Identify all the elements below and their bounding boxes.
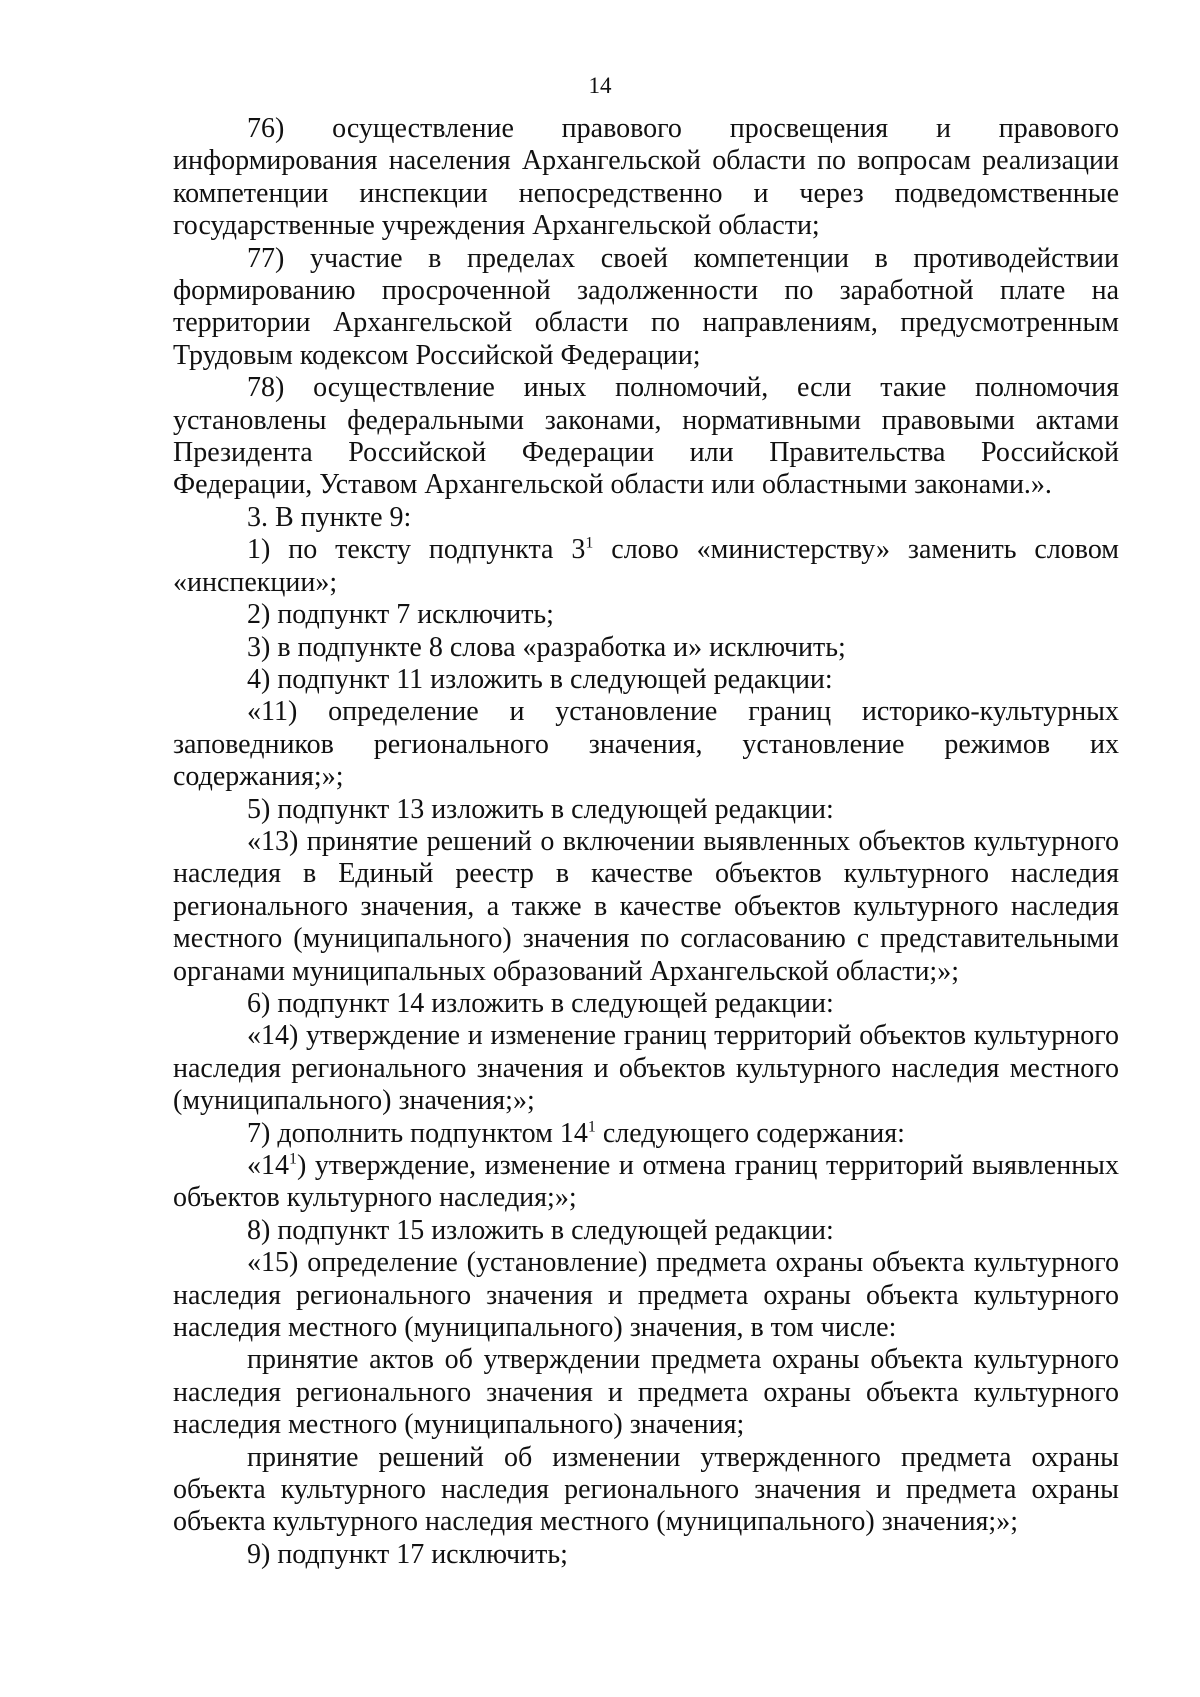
- page-number: 14: [588, 73, 612, 98]
- paragraph-quote-14: «14) утверждение и изменение границ территорий объектов культурного наследия регионального значения и объектов культурного наследия местного (муниципального) значения;»;: [173, 1020, 1126, 1117]
- paragraph-subitem-2: 2) подпункт 7 исключить;: [247, 599, 554, 631]
- paragraph-item-78: 78) осуществление иных полномочий, если такие полномочия установлены федеральными законами, нормативными правовыми актами Президента Российской Федерации или Правительства Российской Федерации, Уставом Архангельской области или областными законами.».: [173, 372, 1126, 501]
- paragraph-quote-15: «15) определение (установление) предмета охраны объекта культурного наследия регионального значения и предмета охраны объекта культурного наследия местного (муниципального) значения, в том числе:: [173, 1247, 1126, 1344]
- subitem-1-superscript: 1: [585, 534, 594, 552]
- paragraph-quote-15-acts: принятие актов об утверждении предмета охраны объекта культурного наследия регионального значения и предмета охраны объекта культурного наследия местного (муниципального) значения;: [173, 1344, 1126, 1441]
- paragraph-subitem-7: [173, 1118, 1119, 1150]
- paragraph-subitem-4: 4) подпункт 11 изложить в следующей редакции:: [247, 663, 833, 695]
- paragraph-quote-15-decisions: принятие решений об изменении утвержденного предмета охраны объекта культурного наследия регионального значения и предмета охраны объекта культурного наследия местного (муниципального) значения;»;: [173, 1441, 1126, 1538]
- paragraph-subitem-6: 6) подпункт 14 изложить в следующей редакции:: [247, 987, 834, 1019]
- paragraph-quote-11: «11) определение и установление границ историко-культурных заповедников регионального значения, установление режимов их содержания;»;: [173, 696, 1126, 793]
- paragraph-subitem-3: 3) в подпункте 8 слова «разработка и» исключить;: [247, 631, 846, 663]
- paragraph-quote-14-1: [173, 1150, 1126, 1215]
- subitem-7-text-before: 7) дополнить подпунктом 14: [247, 1117, 588, 1149]
- paragraph-subitem-1: [173, 534, 1127, 599]
- document-body: [173, 113, 1127, 1571]
- paragraph-subitem-9: 9) подпункт 17 исключить;: [247, 1538, 568, 1570]
- quote-14-1-text-before: «14: [247, 1150, 289, 1181]
- subitem-1-text-after: слово «министерству» заменить словом «инспекции»;: [173, 534, 1127, 598]
- quote-14-1-text-after: ) утверждение, изменение и отмена границ территорий выявленных объектов культурного наследия;»;: [173, 1150, 1126, 1214]
- subitem-1-text-before: 1) по тексту подпункта 3: [247, 534, 586, 566]
- paragraph-subitem-5: 5) подпункт 13 изложить в следующей редакции:: [247, 793, 834, 825]
- paragraph-quote-13: «13) принятие решений о включении выявленных объектов культурного наследия в Единый реестр в качестве объектов культурного наследия регионального значения, а также в качестве объектов культурного наследия местного (муниципального) значения по согласованию с представительными органами муниципальных образований Архангельской области;»;: [173, 825, 1126, 987]
- quote-14-1-superscript: 1: [289, 1150, 297, 1168]
- subitem-7-text-after: следующего содержания:: [595, 1117, 905, 1149]
- paragraph-item-76: 76) осуществление правового просвещения и правового информирования населения Архангельской области по вопросам реализации компетенции инспекции непосредственно и через подведомственные государственные учреждения Архангельской области;: [173, 113, 1126, 242]
- paragraph-subitem-8: 8) подпункт 15 изложить в следующей редакции:: [247, 1214, 834, 1246]
- subitem-7-superscript: 1: [587, 1118, 596, 1136]
- paragraph-clause-3: 3. В пункте 9:: [247, 501, 412, 533]
- paragraph-item-77: 77) участие в пределах своей компетенции в противодействии формированию просроченной задолженности по заработной плате на территории Архангельской области по направлениям, предусмотренным Трудовым кодексом Российской Федерации;: [173, 242, 1126, 371]
